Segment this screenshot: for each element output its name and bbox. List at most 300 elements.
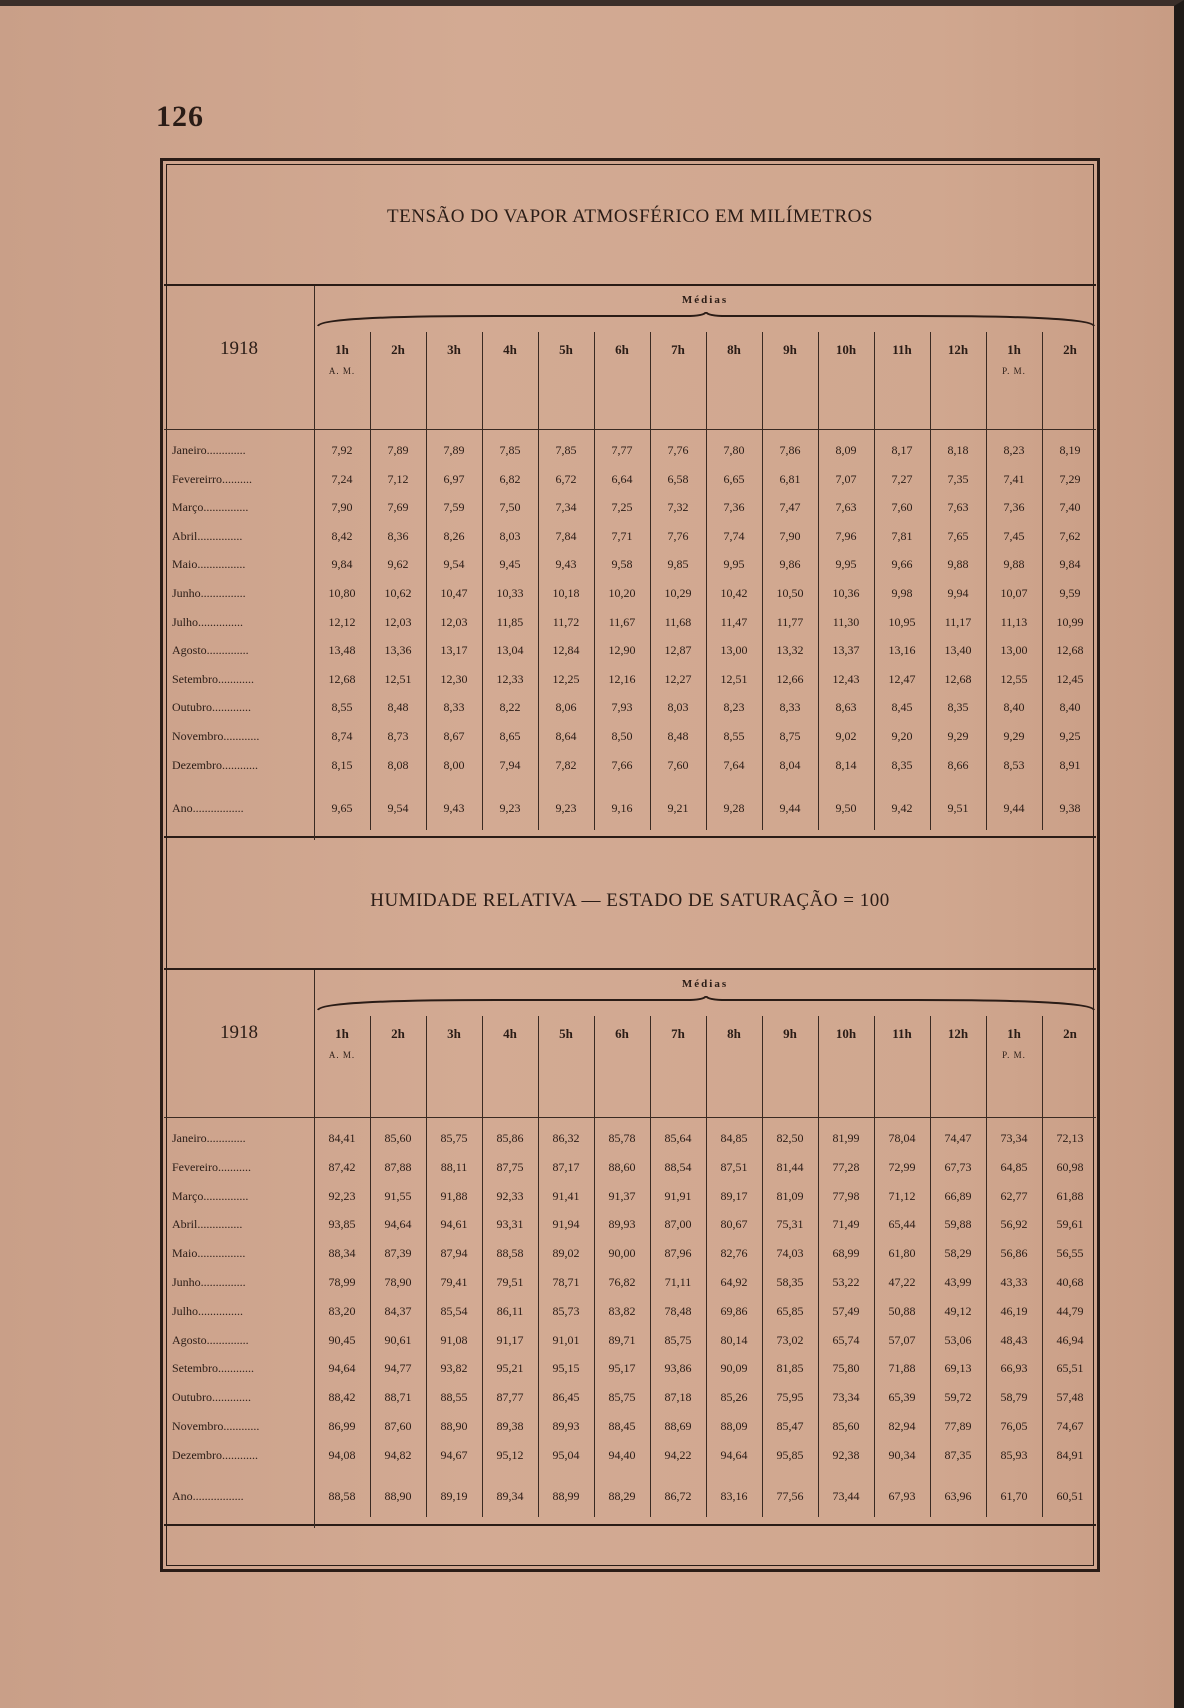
month-label: Maio................	[172, 1246, 246, 1261]
table-cell: 91,94	[552, 1217, 580, 1232]
column-divider	[762, 1016, 763, 1517]
table-cell: 8,55	[723, 729, 745, 743]
table-cell: 12,51	[720, 671, 748, 686]
table-cell: 85,54	[440, 1303, 468, 1318]
table-cell: 8,50	[611, 729, 633, 743]
table-cell: 9,23	[555, 801, 577, 816]
column-header	[706, 1026, 762, 1042]
table-cell: 77,28	[832, 1159, 860, 1174]
table-cell: 10,42	[720, 586, 748, 600]
table-cell: 11,30	[832, 614, 860, 629]
table-cell: 78,04	[888, 1131, 916, 1145]
table-cell: 89,93	[552, 1419, 580, 1433]
table-cell: 7,36	[723, 500, 745, 515]
month-label: Fevereirro..........	[172, 471, 252, 486]
table-cell: 87,35	[944, 1447, 972, 1462]
table-cell: 88,69	[664, 1419, 692, 1433]
table-cell: 56,86	[1000, 1246, 1028, 1261]
column-divider	[706, 332, 707, 830]
table-cell: 62,77	[1000, 1188, 1028, 1203]
column-header	[762, 342, 818, 358]
column-divider	[538, 332, 539, 830]
table-cell: 12,33	[496, 671, 524, 686]
table-cell: 7,35	[947, 471, 969, 486]
column-divider	[594, 1016, 595, 1517]
month-label: Ano.................	[172, 801, 244, 816]
table-cell: 91,01	[552, 1332, 580, 1347]
month-label: Agosto..............	[172, 1332, 249, 1347]
table-cell: 94,22	[664, 1447, 692, 1462]
table-cell: 9,43	[555, 557, 577, 572]
month-label: Dezembro............	[172, 757, 258, 772]
table-cell: 81,44	[776, 1159, 804, 1174]
table-cell: 9,54	[443, 557, 465, 572]
table-cell: 12,12	[328, 614, 356, 629]
month-label: Janeiro.............	[172, 1131, 246, 1145]
table-cell: 7,47	[779, 500, 801, 515]
table-cell: 9,54	[387, 801, 409, 816]
table-cell: 12,66	[776, 671, 804, 686]
table-cell: 7,76	[667, 443, 689, 457]
column-divider	[370, 1016, 371, 1517]
table-cell: 91,91	[664, 1188, 692, 1203]
column-header	[874, 342, 930, 358]
column-divider	[930, 1016, 931, 1517]
table-cell: 11,47	[720, 614, 748, 629]
month-label: Março...............	[172, 500, 249, 515]
table-cell: 94,82	[384, 1447, 412, 1462]
table-cell: 90,34	[888, 1447, 916, 1462]
table-cell: 7,92	[331, 443, 353, 457]
table-cell: 7,77	[611, 443, 633, 457]
table-cell: 12,03	[440, 614, 468, 629]
table-cell: 8,65	[499, 729, 521, 743]
table-cell: 7,85	[499, 443, 521, 457]
table-cell: 8,04	[779, 757, 801, 772]
table-cell: 88,90	[440, 1419, 468, 1433]
table-cell: 6,72	[555, 471, 577, 486]
table-cell: 7,25	[611, 500, 633, 515]
hour-label: 5h	[559, 1026, 573, 1041]
table-cell: 48,43	[1000, 1332, 1028, 1347]
table-cell: 9,16	[611, 801, 633, 816]
table-cell: 59,88	[944, 1217, 972, 1232]
table-cell: 9,29	[947, 729, 969, 743]
table-cell: 95,21	[496, 1361, 524, 1376]
table-cell: 77,98	[832, 1188, 860, 1203]
table-cell: 66,89	[944, 1188, 972, 1203]
column-header	[314, 1026, 370, 1060]
hour-label: 1h	[335, 1026, 349, 1041]
column-header	[594, 342, 650, 358]
table-cell: 56,55	[1056, 1246, 1084, 1261]
column-divider	[650, 332, 651, 830]
month-label: Março...............	[172, 1188, 249, 1203]
table-cell: 7,12	[387, 471, 409, 486]
table-cell: 7,96	[835, 528, 857, 543]
table-cell: 82,50	[776, 1131, 804, 1145]
column-header	[482, 1026, 538, 1042]
table-cell: 90,00	[608, 1246, 636, 1261]
table-cell: 61,70	[1000, 1488, 1028, 1503]
table-cell: 6,81	[779, 471, 801, 486]
table-cell: 73,34	[1000, 1131, 1028, 1145]
table-cell: 7,94	[499, 757, 521, 772]
table-cell: 7,36	[1003, 500, 1025, 515]
table-cell: 84,91	[1056, 1447, 1084, 1462]
table-cell: 8,08	[387, 757, 409, 772]
table-cell: 88,29	[608, 1488, 636, 1503]
table-cell: 8,35	[891, 757, 913, 772]
hour-label: 8h	[727, 342, 741, 357]
year-header: 1918	[220, 338, 258, 359]
table-cell: 11,68	[664, 614, 692, 629]
column-header	[986, 1026, 1042, 1060]
table-cell: 7,76	[667, 528, 689, 543]
table-cell: 9,28	[723, 801, 745, 816]
table-cell: 9,58	[611, 557, 633, 572]
table-cell: 12,68	[944, 671, 972, 686]
table-cell: 77,56	[776, 1488, 804, 1503]
table-cell: 8,91	[1059, 757, 1081, 772]
table-cell: 89,19	[440, 1488, 468, 1503]
table-cell: 68,99	[832, 1246, 860, 1261]
table-cell: 7,29	[1059, 471, 1081, 486]
column-header	[314, 342, 370, 376]
table-cell: 63,96	[944, 1488, 972, 1503]
hour-label: 2h	[391, 1026, 405, 1041]
table-cell: 84,85	[720, 1131, 748, 1145]
table-cell: 86,99	[328, 1419, 356, 1433]
table-cell: 13,00	[1000, 643, 1028, 658]
table-cell: 88,54	[664, 1159, 692, 1174]
table-cell: 12,03	[384, 614, 412, 629]
table-cell: 84,41	[328, 1131, 356, 1145]
table-cell: 87,75	[496, 1159, 524, 1174]
table-cell: 13,36	[384, 643, 412, 658]
table-cell: 95,17	[608, 1361, 636, 1376]
table-cell: 13,37	[832, 643, 860, 658]
table-cell: 88,60	[608, 1159, 636, 1174]
column-divider	[818, 1016, 819, 1517]
table-cell: 7,82	[555, 757, 577, 772]
table-cell: 87,94	[440, 1246, 468, 1261]
column-header	[650, 342, 706, 358]
medias-brace	[316, 312, 1096, 328]
table-cell: 8,55	[331, 700, 353, 715]
relative-humidity-table	[164, 968, 1096, 1526]
table-cell: 94,64	[384, 1217, 412, 1232]
table-cell: 7,90	[779, 528, 801, 543]
column-divider	[762, 332, 763, 830]
table-cell: 87,00	[664, 1217, 692, 1232]
table-cell: 95,04	[552, 1447, 580, 1462]
table-cell: 92,23	[328, 1188, 356, 1203]
column-divider	[930, 332, 931, 830]
month-label: Maio................	[172, 557, 246, 572]
table-cell: 81,99	[832, 1131, 860, 1145]
table-cell: 7,34	[555, 500, 577, 515]
table-cell: 8,00	[443, 757, 465, 772]
column-header	[370, 1026, 426, 1042]
column-divider	[426, 1016, 427, 1517]
table-cell: 72,13	[1056, 1131, 1084, 1145]
column-divider	[594, 332, 595, 830]
table-cell: 87,96	[664, 1246, 692, 1261]
hour-label: 7h	[671, 342, 685, 357]
table-cell: 92,33	[496, 1188, 524, 1203]
table-cell: 8,03	[667, 700, 689, 715]
table-cell: 88,34	[328, 1246, 356, 1261]
table-cell: 90,45	[328, 1332, 356, 1347]
hour-label: 12h	[947, 1026, 969, 1041]
hour-label: 6h	[615, 1026, 629, 1041]
table-cell: 88,09	[720, 1419, 748, 1433]
header-rule	[164, 1117, 1096, 1118]
table-cell: 56,92	[1000, 1217, 1028, 1232]
table-cell: 8,75	[779, 729, 801, 743]
table-cell: 91,41	[552, 1188, 580, 1203]
table-cell: 9,84	[1059, 557, 1081, 572]
month-label: Novembro............	[172, 1419, 260, 1433]
table-cell: 94,64	[720, 1447, 748, 1462]
table-cell: 11,85	[496, 614, 524, 629]
hour-period-label: P. M.	[1002, 366, 1026, 376]
table-cell: 8,33	[779, 700, 801, 715]
table-cell: 9,23	[499, 801, 521, 816]
table-cell: 7,71	[611, 528, 633, 543]
table-cell: 65,44	[888, 1217, 916, 1232]
column-divider	[706, 1016, 707, 1517]
table-cell: 91,08	[440, 1332, 468, 1347]
month-label: Julho...............	[172, 1303, 244, 1318]
column-header	[818, 1026, 874, 1042]
table-cell: 76,05	[1000, 1419, 1028, 1433]
table-cell: 65,74	[832, 1332, 860, 1347]
table-cell: 71,11	[664, 1275, 692, 1289]
table-cell: 11,72	[552, 614, 580, 629]
table-cell: 53,06	[944, 1332, 972, 1347]
table-cell: 94,40	[608, 1447, 636, 1462]
table-cell: 9,51	[947, 801, 969, 816]
table-cell: 69,13	[944, 1361, 972, 1376]
table-cell: 9,44	[1003, 801, 1025, 816]
month-label: Fevereiro...........	[172, 1159, 251, 1174]
table-cell: 13,32	[776, 643, 804, 658]
table-cell: 8,09	[835, 443, 857, 457]
vapor-pressure-table	[164, 284, 1096, 838]
table-cell: 88,11	[440, 1159, 468, 1174]
table-cell: 11,17	[944, 614, 972, 629]
table-cell: 9,98	[891, 586, 913, 600]
table-cell: 95,85	[776, 1447, 804, 1462]
column-header	[426, 342, 482, 358]
table-cell: 9,50	[835, 801, 857, 816]
table-cell: 44,79	[1056, 1303, 1084, 1318]
hour-label: 1h	[335, 342, 349, 357]
table-cell: 89,02	[552, 1246, 580, 1261]
table-cell: 69,86	[720, 1303, 748, 1318]
table-cell: 12,25	[552, 671, 580, 686]
table-cell: 60,51	[1056, 1488, 1084, 1503]
table-cell: 72,99	[888, 1159, 916, 1174]
table-cell: 12,55	[1000, 671, 1028, 686]
table-cell: 80,67	[720, 1217, 748, 1232]
table-cell: 8,06	[555, 700, 577, 715]
table-cell: 9,95	[835, 557, 857, 572]
table-cell: 7,24	[331, 471, 353, 486]
table-cell: 85,93	[1000, 1447, 1028, 1462]
table-cell: 8,45	[891, 700, 913, 715]
table-cell: 88,45	[608, 1419, 636, 1433]
table-cell: 85,75	[440, 1131, 468, 1145]
table-cell: 9,65	[331, 801, 353, 816]
table-cell: 94,08	[328, 1447, 356, 1462]
hour-label: 1h	[1007, 342, 1021, 357]
table-cell: 7,64	[723, 757, 745, 772]
table-cell: 65,51	[1056, 1361, 1084, 1376]
table-cell: 85,26	[720, 1390, 748, 1405]
column-header	[874, 1026, 930, 1042]
table-cell: 12,68	[328, 671, 356, 686]
table-cell: 9,66	[891, 557, 913, 572]
table-cell: 87,39	[384, 1246, 412, 1261]
month-label: Agosto..............	[172, 643, 249, 658]
table-cell: 93,86	[664, 1361, 692, 1376]
table-cell: 88,55	[440, 1390, 468, 1405]
table-cell: 12,47	[888, 671, 916, 686]
table-cell: 12,68	[1056, 643, 1084, 658]
hour-label: 8h	[727, 1026, 741, 1041]
table-cell: 82,76	[720, 1246, 748, 1261]
table-cell: 11,77	[776, 614, 804, 629]
table-cell: 7,45	[1003, 528, 1025, 543]
table-cell: 7,69	[387, 500, 409, 515]
medias-label: Médias	[681, 978, 729, 990]
table-cell: 77,89	[944, 1419, 972, 1433]
table-cell: 78,99	[328, 1275, 356, 1289]
table-cell: 9,45	[499, 557, 521, 572]
table-cell: 89,34	[496, 1488, 524, 1503]
table-cell: 10,29	[664, 586, 692, 600]
table-cell: 7,32	[667, 500, 689, 515]
table-cell: 7,81	[891, 528, 913, 543]
table-cell: 12,84	[552, 643, 580, 658]
table-cell: 43,33	[1000, 1275, 1028, 1289]
column-header	[818, 342, 874, 358]
table-cell: 6,97	[443, 471, 465, 486]
table-cell: 8,33	[443, 700, 465, 715]
column-header	[370, 342, 426, 358]
header-rule	[164, 429, 1096, 430]
table-cell: 7,27	[891, 471, 913, 486]
table-cell: 12,87	[664, 643, 692, 658]
table-cell: 7,63	[947, 500, 969, 515]
hour-period-label: P. M.	[1002, 1050, 1026, 1060]
table-cell: 7,65	[947, 528, 969, 543]
table-cell: 85,86	[496, 1131, 524, 1145]
table-cell: 7,40	[1059, 500, 1081, 515]
medias-brace	[316, 996, 1096, 1012]
table-cell: 8,19	[1059, 443, 1081, 457]
table-cell: 89,17	[720, 1188, 748, 1203]
table-cell: 85,78	[608, 1131, 636, 1145]
hour-period-label: A. M.	[328, 366, 356, 376]
table-cell: 75,95	[776, 1390, 804, 1405]
table-cell: 7,89	[443, 443, 465, 457]
table-cell: 87,17	[552, 1159, 580, 1174]
table-cell: 12,45	[1056, 671, 1084, 686]
table-cell: 7,41	[1003, 471, 1025, 486]
table-cell: 47,22	[888, 1275, 916, 1289]
table-cell: 87,88	[384, 1159, 412, 1174]
table-cell: 89,93	[608, 1217, 636, 1232]
month-label: Outubro.............	[172, 1390, 251, 1405]
table-cell: 7,85	[555, 443, 577, 457]
table-cell: 6,64	[611, 471, 633, 486]
hour-label: 3h	[447, 1026, 461, 1041]
column-divider	[986, 1016, 987, 1517]
table-cell: 8,48	[387, 700, 409, 715]
table-cell: 65,39	[888, 1390, 916, 1405]
table-cell: 90,61	[384, 1332, 412, 1347]
table-cell: 74,67	[1056, 1419, 1084, 1433]
table-cell: 12,27	[664, 671, 692, 686]
table-cell: 87,18	[664, 1390, 692, 1405]
table-cell: 91,37	[608, 1188, 636, 1203]
table-cell: 7,50	[499, 500, 521, 515]
table-cell: 73,44	[832, 1488, 860, 1503]
table-cell: 6,65	[723, 471, 745, 486]
table-cell: 9,59	[1059, 586, 1081, 600]
table-cell: 58,79	[1000, 1390, 1028, 1405]
table-cell: 94,67	[440, 1447, 468, 1462]
table-cell: 10,95	[888, 614, 916, 629]
table-cell: 7,07	[835, 471, 857, 486]
column-divider	[874, 332, 875, 830]
table-cell: 7,89	[387, 443, 409, 457]
table-cell: 9,25	[1059, 729, 1081, 743]
table-cell: 85,64	[664, 1131, 692, 1145]
table-cell: 9,88	[947, 557, 969, 572]
table-cell: 8,35	[947, 700, 969, 715]
table-cell: 8,18	[947, 443, 969, 457]
vapor-table-title: TENSÃO DO VAPOR ATMOSFÉRICO EM MILÍMETROS	[387, 206, 873, 227]
table-cell: 9,86	[779, 557, 801, 572]
table-cell: 87,51	[720, 1159, 748, 1174]
table-cell: 73,02	[776, 1332, 804, 1347]
table-cell: 93,85	[328, 1217, 356, 1232]
hour-period-label: A. M.	[328, 1050, 356, 1060]
table-cell: 88,90	[384, 1488, 412, 1503]
table-cell: 75,80	[832, 1361, 860, 1376]
table-cell: 10,99	[1056, 614, 1084, 629]
table-cell: 46,19	[1000, 1303, 1028, 1318]
table-cell: 40,68	[1056, 1275, 1084, 1289]
month-label: Junho...............	[172, 1275, 246, 1289]
table-cell: 9,88	[1003, 557, 1025, 572]
table-cell: 11,13	[1000, 614, 1028, 629]
table-cell: 87,77	[496, 1390, 524, 1405]
table-cell: 8,03	[499, 528, 521, 543]
humidity-table-title: HUMIDADE RELATIVA — ESTADO DE SATURAÇÃO = 100	[370, 890, 890, 911]
table-cell: 9,43	[443, 801, 465, 816]
table-cell: 10,50	[776, 586, 804, 600]
table-cell: 88,58	[496, 1246, 524, 1261]
table-cell: 12,16	[608, 671, 636, 686]
table-cell: 10,07	[1000, 586, 1028, 600]
table-cell: 76,82	[608, 1275, 636, 1289]
